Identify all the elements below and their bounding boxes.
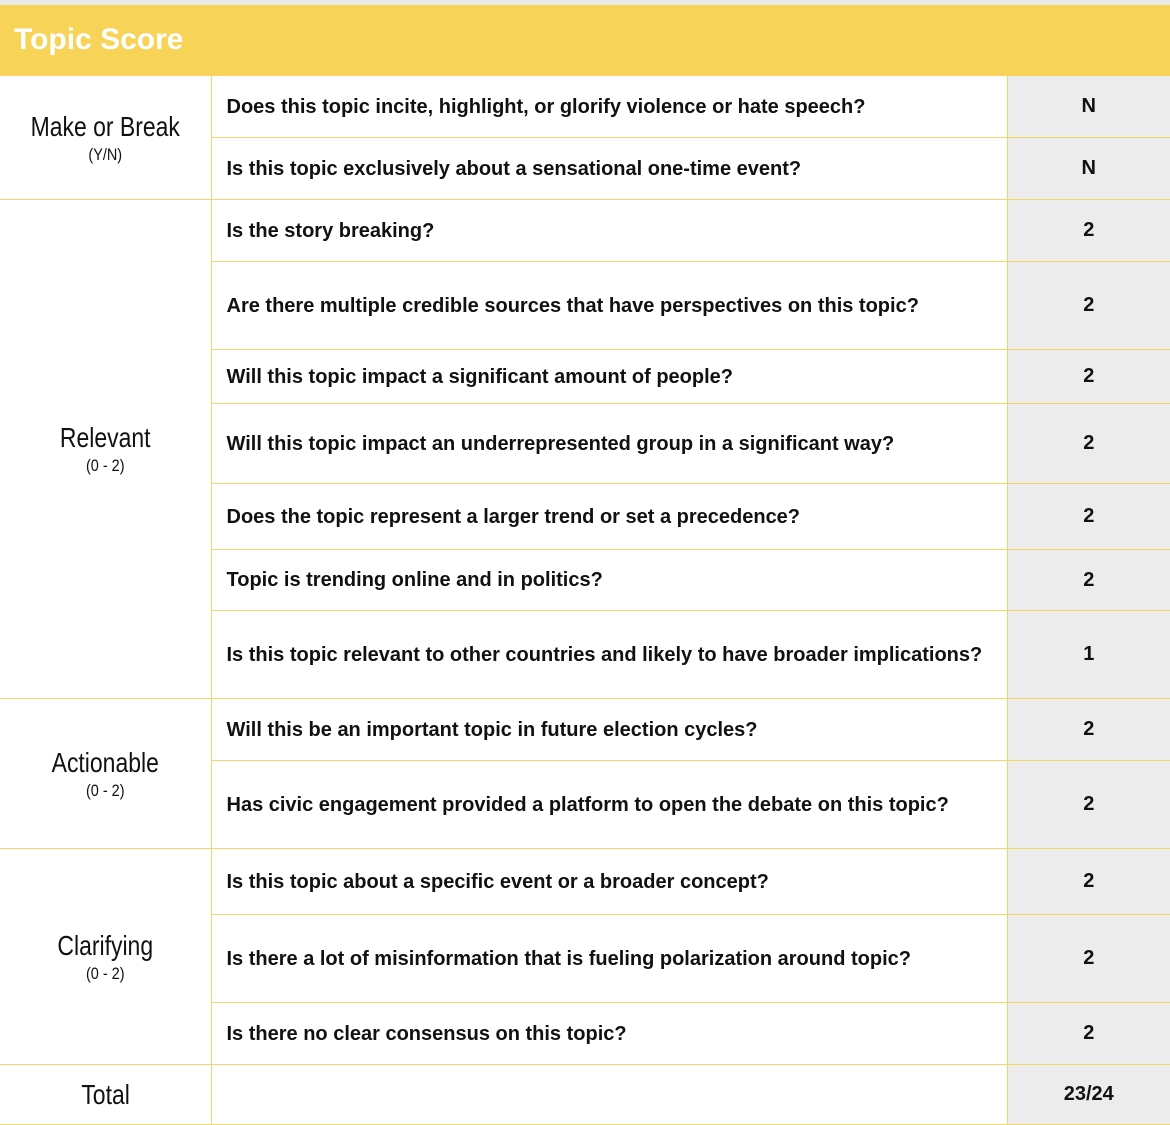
- score-cell: N: [1007, 76, 1170, 138]
- question-cell: Will this topic impact an underrepresented group in a significant way?: [211, 404, 1007, 484]
- question-cell: Does the topic represent a larger trend or set a precedence?: [211, 484, 1007, 550]
- question-cell: Are there multiple credible sources that have perspectives on this topic?: [211, 262, 1007, 350]
- score-cell: 2: [1007, 699, 1170, 761]
- total-row: [0, 1065, 1170, 1125]
- score-cell: 2: [1007, 262, 1170, 350]
- table-row: [0, 699, 1170, 761]
- question-cell: Will this topic impact a significant amount of people?: [211, 350, 1007, 404]
- question-cell: Is the story breaking?: [211, 200, 1007, 262]
- category-clarifying: [0, 849, 211, 1065]
- total-label: Total: [80, 1078, 130, 1110]
- category-range: (Y/N): [88, 144, 123, 164]
- category-name: Actionable: [51, 746, 159, 778]
- table-row: [0, 849, 1170, 915]
- question-cell: Is there no clear consensus on this topic?: [211, 1003, 1007, 1065]
- category-name: Make or Break: [30, 110, 180, 142]
- category-range: (0 - 2): [85, 780, 125, 800]
- category-name: Relevant: [59, 422, 151, 453]
- score-cell: 1: [1007, 611, 1170, 699]
- question-cell: Is this topic about a specific event or a broader concept?: [211, 849, 1007, 915]
- score-cell: N: [1007, 138, 1170, 200]
- total-score: 23/24: [1007, 1065, 1170, 1125]
- score-cell: 2: [1007, 761, 1170, 849]
- score-cell: 2: [1007, 915, 1170, 1003]
- question-cell: Does this topic incite, highlight, or glorify violence or hate speech?: [211, 76, 1007, 138]
- category-range: (0 - 2): [85, 963, 125, 983]
- category-relevant: [0, 200, 211, 699]
- table-row: [0, 76, 1170, 138]
- question-cell: Has civic engagement provided a platform to open the debate on this topic?: [211, 761, 1007, 849]
- category-make-or-break: [0, 76, 211, 200]
- table-row: [0, 200, 1170, 262]
- score-cell: 2: [1007, 200, 1170, 262]
- question-cell: Topic is trending online and in politics?: [211, 550, 1007, 611]
- category-name: Clarifying: [57, 929, 154, 961]
- score-cell: 2: [1007, 849, 1170, 915]
- score-table: [0, 75, 1170, 1125]
- question-cell: Will this be an important topic in future election cycles?: [211, 699, 1007, 761]
- total-label-cell: [0, 1065, 211, 1125]
- question-cell: Is this topic exclusively about a sensational one-time event?: [211, 138, 1007, 200]
- score-cell: 2: [1007, 1003, 1170, 1065]
- question-cell: Is there a lot of misinformation that is fueling polarization around topic?: [211, 915, 1007, 1003]
- category-range: (0 - 2): [85, 456, 125, 475]
- question-cell: Is this topic relevant to other countries and likely to have broader implications?: [211, 611, 1007, 699]
- category-actionable: [0, 699, 211, 849]
- score-cell: 2: [1007, 550, 1170, 611]
- total-empty-cell: [211, 1065, 1007, 1125]
- score-cell: 2: [1007, 484, 1170, 550]
- page-title: Topic Score: [0, 5, 1170, 75]
- score-cell: 2: [1007, 350, 1170, 404]
- score-cell: 2: [1007, 404, 1170, 484]
